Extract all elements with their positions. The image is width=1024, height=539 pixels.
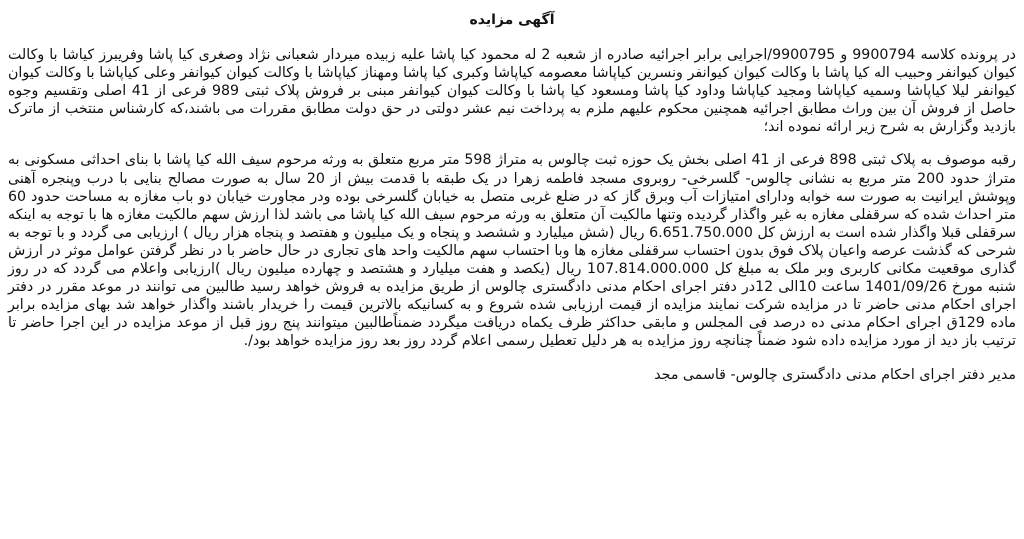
notice-signature: مدیر دفتر اجرای احکام مدنی دادگستری چالوس- قاسمی مجد <box>654 366 1016 383</box>
notice-paragraph-property-details: رقبه موصوف به پلاک ثبتی 898 فرعی از 41 اصلی بخش یک حوزه ثبت چالوس به متراژ 598 متر مربع متعلق به ورثه مرحوم سیف الله کیا پاشا با بنای احداثی مسکونی به متراژ حدود 200 متر مربع به نشانی چالوس- گلسرخی- روبروی مسجد فاطمه زهرا در یک طبقه با قدمت بیش از 20 سال به صورت مصالح بنایی با درب وپنجره آهنی وپوشش ایرانیت به صورت سه خوابه ودارای امتیازات آب وبرق گاز که در ضلع غربی متصل به خیابان گلسرخی بوده ودر مجاورت خیابان دو باب مغازه به مساحت حدود 60 متر احداث شده که سرقفلی مغازه به غیر واگذار گردیده وتنها مالکیت آن متعلق به ورثه مرحوم سیف الله کیا پاشا می باشد لذا ارزش سهم مالکیت مغازه ها با توجه به اینکه سرقفلی قبلا واگذار شده است به ارزش کل 6.651.750.000 ریال (شش میلیارد و ششصد و پنجاه و یک میلیون و هفتصد و پنجاه هزار ریال ) ارزیابی می گردد و با توجه به شرحی که گذشت عرصه واعیان پلاک فوق بدون احتساب سرقفلی مغازه ها وبا احتساب سهم مالکیت واحد های تجاری در حال حاضر با در نظر گرفتن عوامل موثر در ارزش گذاری موقعیت مکانی کاربری وبر ملک به مبلغ کل 107.814.000.000 ریال (یکصد و هفت میلیارد و هشتصد و چهارده میلیون ریال )ارزیابی واعلام می گردد که در روز شنبه مورخ 1401/09/26 ساعت 10الی 12در دفتر اجرای احکام مدنی دادگستری چالوس از طریق مزایده به فروش خواهد رسید طالبین می توانند در موعد مقرر در دفتر اجرای احکام مدنی حاضر تا در مزایده شرکت نمایند مزایده از قیمت ارزیابی شده شروع و به کسانیکه بالاترین قیمت را خریدار باشند واگذار خواهد شد بهای مزایده برابر ماده 129ق اجرای احکام مدنی ده درصد فی المجلس و مابقی حداکثر ظرف یکماه دریافت میگردد ضمناًطالبین میتوانند پنج روز قبل از موعد مزایده در این اجرا حاضر تا ترتیب باز دید از مورد مزایده داده شود ضمناً چنانچه روز مزایده به هر دلیل تعطیل رسمی اعلام گردد روز بعد روز مزایده خواهد بود/. <box>8 152 1017 350</box>
notice-title: آگهی مزایده <box>469 12 555 28</box>
notice-paragraph-case-details: در پرونده کلاسه 9900794 و 9900795/اجرایی برابر اجرائیه صادره از شعبه 2 له محمود کیا پاشا علیه زبیده میردار شعبانی نژاد وصغری کیا پاشا وفریبرز کیاشا با وکالت کیوان کیوانفر وحبیب اله کیا پاشا با وکالت کیوان کیوانفر ونسرین کیاپاشا معصومه کیاپاشا وکبری کیا پاشا ومهناز کیاپاشا با وکالت کیوان کیوانفر وعلی کیاپاشا با وکالت کیوان کیوانفر لیلا کیاپاشا وسمیه کیاپاشا ومجید کیاپاشا وداود کیا پاشا ومسعود کیا پاشا با وکالت کیوان کیوانفر مبنی بر فروش پلاک ثبتی 989 فرعی از 41 اصلی وتقسیم وجوه حاصل از فروش آن بین وراث مطابق اجرائیه همچنین محکوم علیهم ملزم به پرداخت نیم عشر دولتی در حق دولت مطابق مقررات می باشند،که کارشناس منتخب از ماترک بازدید وگزارش به شرح زیر ارائه نموده اند؛ <box>8 47 1017 136</box>
